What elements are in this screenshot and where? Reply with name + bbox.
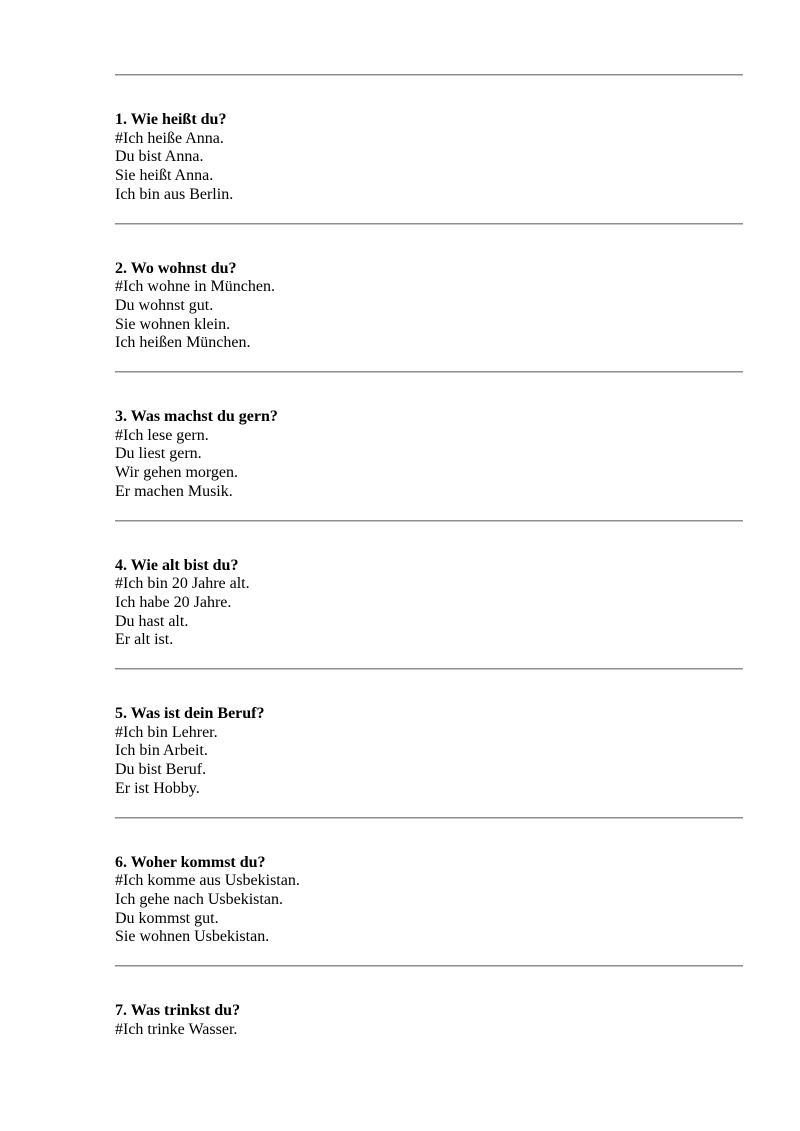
answer-option: Ich bin aus Berlin.	[115, 185, 234, 203]
answer-option: Du wohnst gut.	[115, 296, 214, 314]
answer-option: Ich gehe nach Usbekistan.	[115, 890, 283, 908]
section-divider	[115, 965, 743, 967]
answer-option: #Ich komme aus Usbekistan.	[115, 872, 300, 890]
answer-option: Du bist Anna.	[115, 148, 204, 166]
section-divider	[115, 74, 743, 76]
answer-option: Ich heißen München.	[115, 334, 251, 352]
answer-option: Er ist Hobby.	[115, 779, 200, 797]
quiz-question-list	[115, 74, 743, 1040]
answer-option: #Ich bin Lehrer.	[115, 723, 218, 741]
answer-option: Du kommst gut.	[115, 909, 219, 927]
question-block	[115, 705, 743, 799]
section-divider	[115, 520, 743, 522]
answer-option: #Ich wohne in München.	[115, 278, 275, 296]
answer-option: #Ich bin 20 Jahre alt.	[115, 575, 250, 593]
answer-option: Ich bin Arbeit.	[115, 742, 208, 760]
answer-option: Sie heißt Anna.	[115, 167, 214, 185]
answer-option: #Ich lese gern.	[115, 426, 209, 444]
answer-option: Du hast alt.	[115, 612, 189, 630]
answer-option: #Ich heiße Anna.	[115, 129, 224, 147]
question-title: 7. Was trinkst du?	[115, 1002, 241, 1020]
answer-option: Ich habe 20 Jahre.	[115, 593, 232, 611]
answer-option: Du liest gern.	[115, 445, 202, 463]
question-title: 1. Wie heißt du?	[115, 111, 227, 128]
question-title: 3. Was machst du gern?	[115, 408, 278, 426]
question-title: 6. Woher kommst du?	[115, 853, 266, 871]
question-title: 5. Was ist dein Beruf?	[115, 705, 265, 723]
question-block	[115, 408, 743, 502]
section-divider	[115, 371, 743, 373]
question-block	[115, 111, 743, 205]
answer-option: Sie wohnen klein.	[115, 315, 231, 333]
answer-option: Er alt ist.	[115, 631, 174, 649]
answer-option: Du bist Beruf.	[115, 761, 207, 779]
section-divider	[115, 668, 743, 670]
section-divider	[115, 223, 743, 225]
answer-option: Sie wohnen Usbekistan.	[115, 928, 270, 946]
question-block	[115, 260, 743, 354]
question-block	[115, 557, 743, 651]
section-divider	[115, 817, 743, 819]
answer-option: Wir gehen morgen.	[115, 464, 239, 482]
question-block	[115, 854, 743, 948]
answer-option: #Ich trinke Wasser.	[115, 1020, 238, 1038]
question-title: 2. Wo wohnst du?	[115, 259, 237, 277]
question-title: 4. Wie alt bist du?	[115, 556, 239, 574]
question-block	[115, 1002, 743, 1039]
answer-option: Er machen Musik.	[115, 482, 233, 500]
